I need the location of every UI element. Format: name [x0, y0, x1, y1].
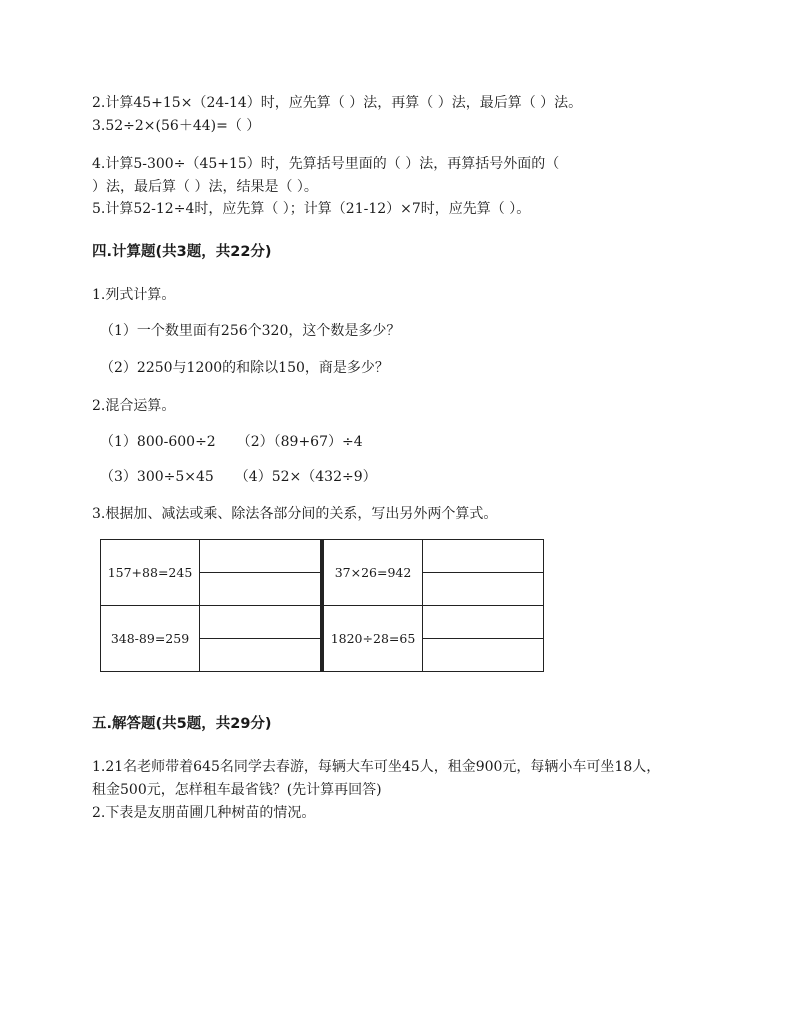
answer-cell[interactable]	[200, 606, 322, 639]
answer-cell[interactable]	[200, 573, 322, 606]
answer-cell[interactable]	[423, 573, 544, 606]
table-eq-r1c2: 37×26=942	[323, 540, 423, 606]
answer-cell[interactable]	[200, 639, 322, 672]
section4-heading: 四.计算题(共3题，共22分)	[92, 244, 272, 260]
answer-cell[interactable]	[423, 639, 544, 672]
s4-q2-row2: （3）300÷5×45 （4）52×（432÷9）	[100, 469, 377, 485]
q4-line1: 4.计算5-300÷（45+15）时，先算括号里面的（ ）法，再算括号外面的（	[92, 156, 560, 172]
answer-cell[interactable]	[423, 540, 544, 573]
s4-q1-title: 1.列式计算。	[92, 287, 176, 303]
s4-q1-a: （1）一个数里面有256个320，这个数是多少？	[100, 323, 401, 339]
relation-table	[100, 539, 544, 672]
table-eq-r1c1: 157+88=245	[101, 540, 200, 606]
s5-q1-line2: 租金500元，怎样租车最省钱？(先计算再回答)	[92, 782, 382, 798]
section5-heading: 五.解答题(共5题，共29分)	[92, 716, 272, 732]
s5-q1-line1: 1.21名老师带着645名同学去春游，每辆大车可坐45人，租金900元，每辆小车可坐18人，	[92, 759, 661, 775]
s4-q2-title: 2.混合运算。	[92, 398, 176, 414]
q2-calc-order: 2.计算45+15×（24-14）时，应先算（ ）法，再算（ ）法，最后算（ ）法。	[92, 95, 583, 111]
table-eq-r2c1: 348-89=259	[101, 606, 200, 672]
q3-expression: 3.52÷2×(56＋44)=（ ）	[92, 118, 261, 134]
answer-cell[interactable]	[200, 540, 322, 573]
s4-q1-b: （2）2250与1200的和除以150，商是多少？	[100, 360, 389, 376]
q5-calc-order: 5.计算52-12÷4时，应先算（ ）；计算（21-12）×7时，应先算（ ）。	[92, 201, 531, 217]
s4-q3-title: 3.根据加、减法或乘、除法各部分间的关系，写出另外两个算式。	[92, 506, 498, 522]
q4-line2: ）法，最后算（ ）法，结果是（ ）。	[92, 179, 318, 195]
answer-cell[interactable]	[423, 606, 544, 639]
table-eq-r2c2: 1820÷28=65	[323, 606, 423, 672]
s4-q2-row1: （1）800-600÷2 （2）（89+67）÷4	[100, 434, 363, 450]
s5-q2: 2.下表是友朋苗圃几种树苗的情况。	[92, 805, 316, 821]
